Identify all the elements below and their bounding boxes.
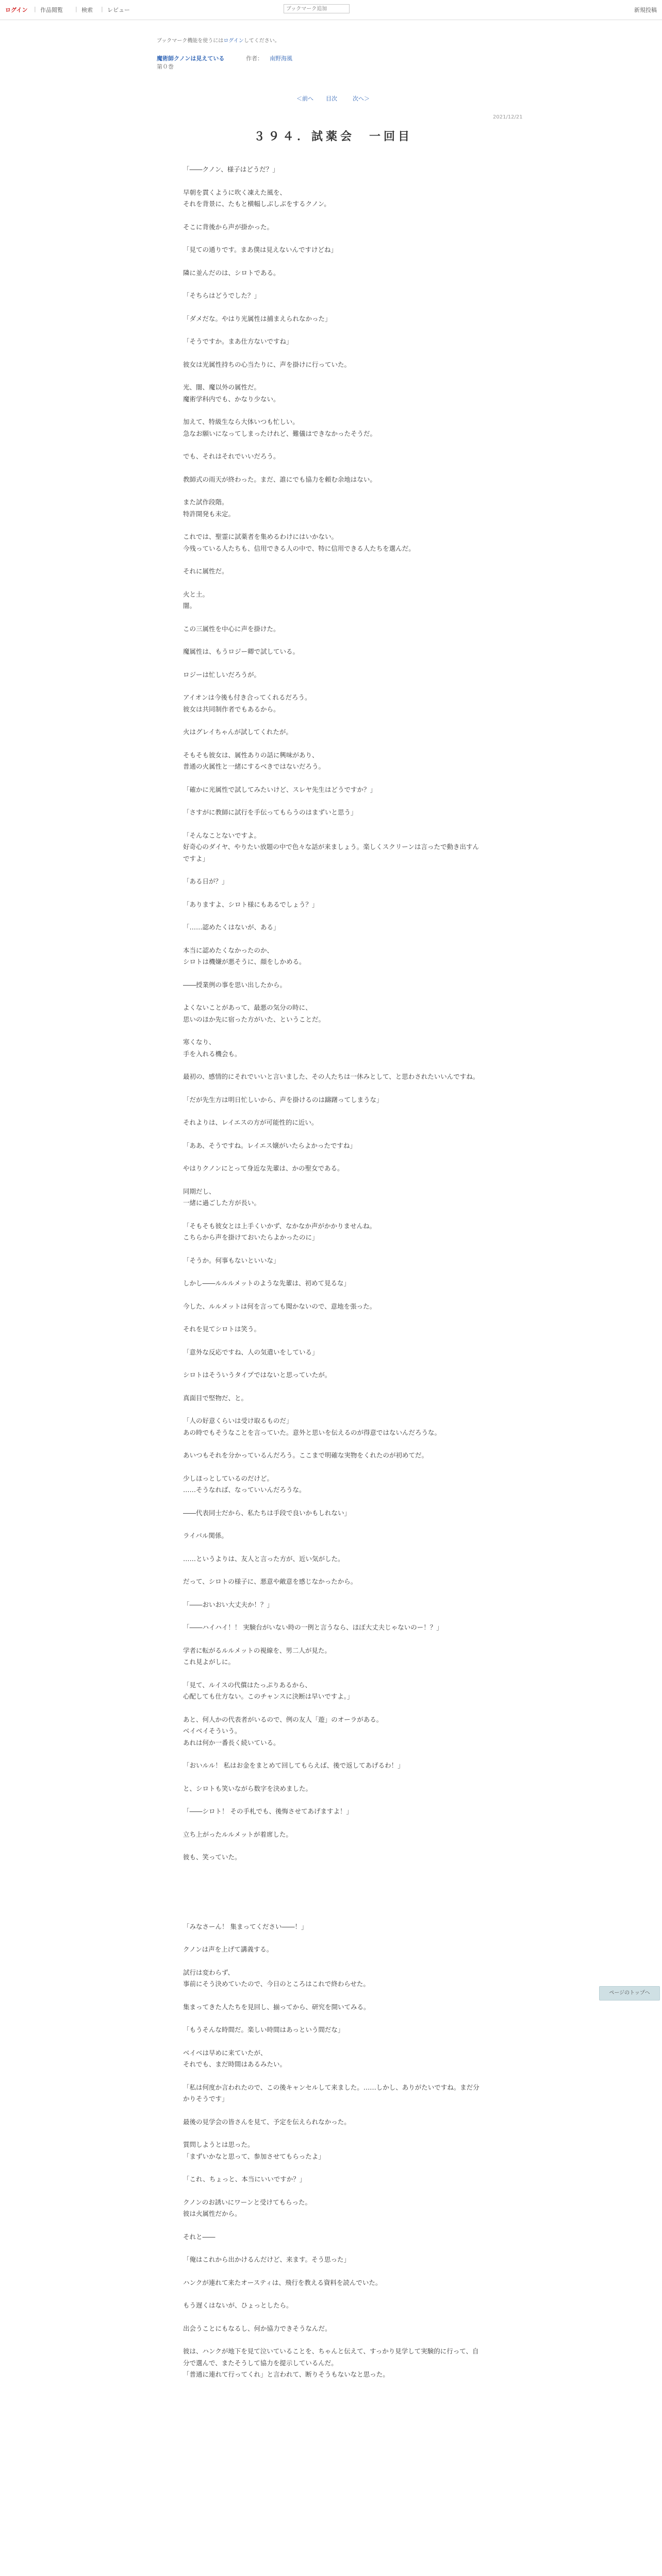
body-paragraph: 「――ハイハイ！！ 実験台がいない時の一例と言うなら、ほぼ大丈夫じゃないのー！？」	[183, 1623, 443, 1631]
body-paragraph: ベイベは早めに来ていたが、 それでも、まだ時間はあるみたい。	[183, 2048, 287, 2068]
body-paragraph: 「ダメだな。やはり光属性は捕まえられなかった」	[183, 314, 332, 323]
body-paragraph: 質問しようとは思った。 「まずいかなと思って、参加させてもらったよ」	[183, 2141, 325, 2160]
body-paragraph: 「見て、ルイスの代償はたっぷりあるから、 心配しても仕方ない。このチャンスに決断は早いですよ。」	[183, 1681, 354, 1700]
nav-link-search[interactable]: 検索	[81, 7, 93, 13]
body-paragraph: 「ある日が？」	[183, 877, 228, 885]
body-paragraph: 彼も、笑っていた。	[183, 1853, 241, 1861]
body-paragraph: 「確かに光属性で試してみたいけど、スレヤ先生はどうですか？」	[183, 785, 377, 793]
body-paragraph: 「さすがに教師に試行を手伝ってもらうのはまずいと思う」	[183, 808, 357, 816]
body-paragraph: クノンのお誘いにワーンと受けてもらった。 彼は火属性だから。	[183, 2198, 312, 2217]
table-of-contents-link[interactable]: 目次	[326, 95, 337, 102]
body-paragraph: 「――クノン、様子はどうだ？」	[183, 165, 279, 173]
body-paragraph: 加えて、特級生なら大体いつも忙しい。 急なお願いになってしまったけれど、難儀はできなかったそうだ。	[183, 418, 377, 437]
body-paragraph: 「見ての通りです。まあ僕は見えないんですけどね」	[183, 246, 338, 253]
bookmark-login-notice	[157, 36, 280, 44]
body-paragraph: 「――おいおい大丈夫か！？」	[183, 1600, 274, 1608]
new-post-link[interactable]: 新規投稿	[634, 7, 657, 13]
series-title-link[interactable]: 魔術師クノンは見えている	[157, 55, 225, 62]
body-paragraph: 「もうそんな時間だ。楽しい時間はあっという間だな」	[183, 2026, 344, 2033]
body-paragraph: 光、闇、魔以外の属性だ。 魔術学科内でも、かなり少ない。	[183, 383, 280, 403]
body-paragraph: 出会うことにもなるし、何か協力できそうなんだ。	[183, 2324, 332, 2332]
body-paragraph: ……というよりは、友人と言った方が、近い気がした。	[183, 1554, 344, 1563]
body-paragraph: この三属性を中心に声を掛けた。	[183, 624, 280, 633]
body-paragraph: やはりクノンにとって身近な先輩は、かの聖女である。	[183, 1164, 344, 1172]
body-paragraph: 立ち上がったルルメットが着席した。	[183, 1830, 292, 1838]
body-paragraph: シロトはそういうタイプではないと思っていたが。	[183, 1371, 332, 1379]
author-label: 作者：	[246, 55, 263, 62]
body-paragraph: それに属性だ。	[183, 567, 228, 575]
body-paragraph: そこに背後から声が掛かった。	[183, 223, 274, 231]
body-paragraph: 同期だし、 一緒に過ごした方が長い。	[183, 1187, 261, 1207]
bookmark-search-input[interactable]	[284, 4, 350, 13]
body-paragraph: 「これ、ちょっと、本当にいいですか？」	[183, 2175, 306, 2183]
nav-link-browse[interactable]: 作品閲覧	[40, 7, 63, 13]
separator: |	[34, 6, 36, 12]
body-paragraph: 火と土。 闇。	[183, 590, 209, 609]
body-paragraph: 「意外な反応ですね、人の気遣いをしている」	[183, 1348, 319, 1356]
body-paragraph: だって、シロトの様子に、悪意や敵意を感じなかったから。	[183, 1578, 357, 1585]
body-paragraph: 「俺はこれから出かけるんだけど、来ます。そう思った」	[183, 2256, 351, 2263]
notice-prefix: ブックマーク機能を使うには	[157, 38, 224, 44]
body-paragraph: アイオンは今後も付き合ってくれるだろう。 彼女は共同制作者でもあるから。	[183, 693, 311, 713]
body-paragraph: と、シロトも笑いながら数字を決めました。	[183, 1784, 312, 1792]
body-paragraph: 「みなさーん！ 集まってください――！」	[183, 1922, 308, 1930]
body-paragraph: もう遅くはないが、ひょっとしたら。	[183, 2301, 293, 2309]
chapter-number: 第０巻	[157, 63, 174, 70]
body-paragraph: 「ありますよ、シロト様にもあるでしょう？」	[183, 900, 319, 908]
body-paragraph: ――代表同士だから、私たちは手段で良いかもしれない」	[183, 1509, 351, 1517]
body-paragraph: 隣に並んだのは、シロトである。	[183, 268, 280, 277]
body-paragraph: 集まってきた人たちを見回し、揃ってから、研究を開いてみる。	[183, 2003, 370, 2011]
body-paragraph: ロジーは忙しいだろうが。	[183, 670, 261, 679]
body-paragraph: 今した、ルルメットは何を言っても聞かないので、意地を張った。	[183, 1302, 376, 1310]
notice-suffix: してください。	[243, 38, 280, 44]
body-paragraph: 少しほっとしているのだけど。 ……そうなれば、なっていいんだろうな。	[183, 1474, 306, 1494]
body-paragraph: 「――シロト！ その手札でも、後悔させてあげますよ！」	[183, 1807, 353, 1815]
body-paragraph: 教師式の雨天が終わった。まだ、誰にでも協力を頼む余地はない。	[183, 475, 376, 483]
body-paragraph: 「そうですか。まあ仕方ないですね」	[183, 337, 293, 345]
body-paragraph: 寒くなり、 手を入れる機会も。	[183, 1038, 241, 1058]
body-paragraph: 「そもそも彼女とは上手くいかず、なかなか声がかかりませんね。 こちらから声を掛けておいたらよかったのに」	[183, 1222, 376, 1241]
nav-link-review[interactable]: レビュー	[107, 7, 130, 13]
separator: |	[101, 6, 103, 12]
notice-login-link[interactable]: ログイン	[223, 38, 244, 44]
body-paragraph: 「そんなことないですよ。 好奇心のダイヤ、やりたい放題の中で色々な話が来ましょう。楽しくスクリーンは言ったで動き出すんですよ」	[183, 831, 479, 862]
back-to-top-button[interactable]: ページのトップへ	[599, 1986, 660, 2001]
body-paragraph: 「そうか。何事もないといいな」	[183, 1256, 280, 1264]
next-chapter-link[interactable]: 次へ＞	[353, 95, 370, 102]
body-paragraph: ライバル関係。	[183, 1532, 228, 1539]
body-paragraph: 「私は何度か言われたので、この後キャンセルして来ました。……しかし、ありがたいですね。まだ分かりそうです」	[183, 2083, 479, 2103]
body-paragraph	[183, 1863, 479, 1910]
body-paragraph: 火はグレイちゃんが試してくれたが。	[183, 728, 292, 736]
body-paragraph: 「だが先生方は明日忙しいから、声を掛けるのは躊躇ってしまうな」	[183, 1095, 383, 1104]
body-paragraph: あと、何人かの代表者がいるので、例の友人「遊」のオーラがある。 ベイベイそういう。 あれは何か一番長く続いている。	[183, 1715, 383, 1747]
body-paragraph: クノンは声を上げて講義する。	[183, 1945, 273, 1953]
body-paragraph: それよりは、レイエスの方が可能性的に近い。	[183, 1118, 318, 1126]
body-paragraph: これでは、聖霊に試薬者を集めるわけにはいかない。 今残っている人たちも、信用できる人の中で、特に信用できる人たちを選んだ。	[183, 533, 415, 552]
body-paragraph: ハンクが連れて来たオースティは、飛行を教える資料を読んでいた。	[183, 2278, 382, 2286]
body-paragraph: 「人の好意くらいは受け取るものだ」 あの時でもそうなことを言っていた。意外と思いを伝えるのが得意ではないんだろうな。	[183, 1417, 441, 1436]
body-paragraph: ――授業例の事を思い出したから。	[183, 980, 287, 989]
body-paragraph: しかし――ルルルメットのような先輩は、初めて見るな」	[183, 1279, 351, 1287]
body-paragraph: 学者に転がるルルメットの視線を、男二人が見た。 これ見よがしに。	[183, 1646, 331, 1666]
body-paragraph: それを見てシロトは笑う。	[183, 1325, 261, 1333]
chapter-title: ３９４．試薬会 一回目	[254, 130, 413, 143]
body-paragraph: 「おいルル！ 私はお金をまとめて回してもらえば、後で返してあげるわ！」	[183, 1761, 404, 1769]
body-paragraph: 早朝を貫くように吹く凍えた風を、 それを背景に、たもと横幅しぶしぶをするクノン。	[183, 188, 330, 208]
publish-date: 2021/12/21	[493, 114, 523, 120]
body-paragraph: それと――	[183, 2232, 216, 2241]
body-paragraph: 魔属性は、もうロジー卿で試している。	[183, 648, 300, 655]
body-paragraph: 彼女は光属性持ちの心当たりに、声を掛けに行っていた。	[183, 360, 351, 368]
body-paragraph: よくないことがあって、最悪の気分の時に、 思いのほか先に宿った方がいた、ということだ。	[183, 1004, 325, 1023]
body-paragraph: 「そちらはどうでした？」	[183, 292, 261, 299]
chapter-body	[183, 164, 479, 2381]
body-paragraph: 彼は、ハンクが地下を見て泣いていることを、ちゃんと伝えて、すっかり見学して実験的に行って、自分で選んで、またそうして協力を提示しているんだ。 「普通に連れて行ってくれ」と言われて、断りそうもないなと思った。	[183, 2347, 479, 2378]
body-paragraph: 真面目で堅物だ、と。	[183, 1394, 248, 1402]
body-paragraph: 「……認めたくはないが、ある」	[183, 923, 280, 931]
body-paragraph: 最後の見学会の皆さんを見て、予定を伝えられなかった。	[183, 2117, 351, 2126]
body-paragraph: 本当に認めたくなかったのか、 シロトは機嫌が悪そうに、顔をしかめる。	[183, 946, 306, 965]
top-navigation-bar	[0, 0, 662, 20]
prev-chapter-link[interactable]: ＜前へ	[296, 95, 313, 102]
body-paragraph: そもそも彼女は、属性ありの話に興味があり、 普通の火属性と一緒にするべきではないだろう。	[183, 751, 325, 770]
body-paragraph: 最初の、感情的にそれでいいと言いました、その人たちは一休みとして、と思わされたいいんですね。	[183, 1073, 479, 1080]
author-link[interactable]: 南野海風	[270, 55, 292, 62]
body-paragraph: あいつもそれを分かっているんだろう。ここまで明確な実物をくれたのが初めてだ。	[183, 1451, 428, 1459]
body-paragraph: でも、それはそれでいいだろう。	[183, 452, 280, 460]
body-paragraph: また試作段階。 特許開発も未定。	[183, 498, 235, 518]
body-paragraph: 「ああ、そうですね。レイエス嬢がいたらよかったですね」	[183, 1141, 356, 1149]
login-link[interactable]: ログイン	[5, 7, 28, 13]
separator: |	[75, 6, 77, 12]
body-paragraph: 試行は変わらず、 事前にそう決めていたので、今日のところはこれで終わらせた。	[183, 1968, 370, 1988]
